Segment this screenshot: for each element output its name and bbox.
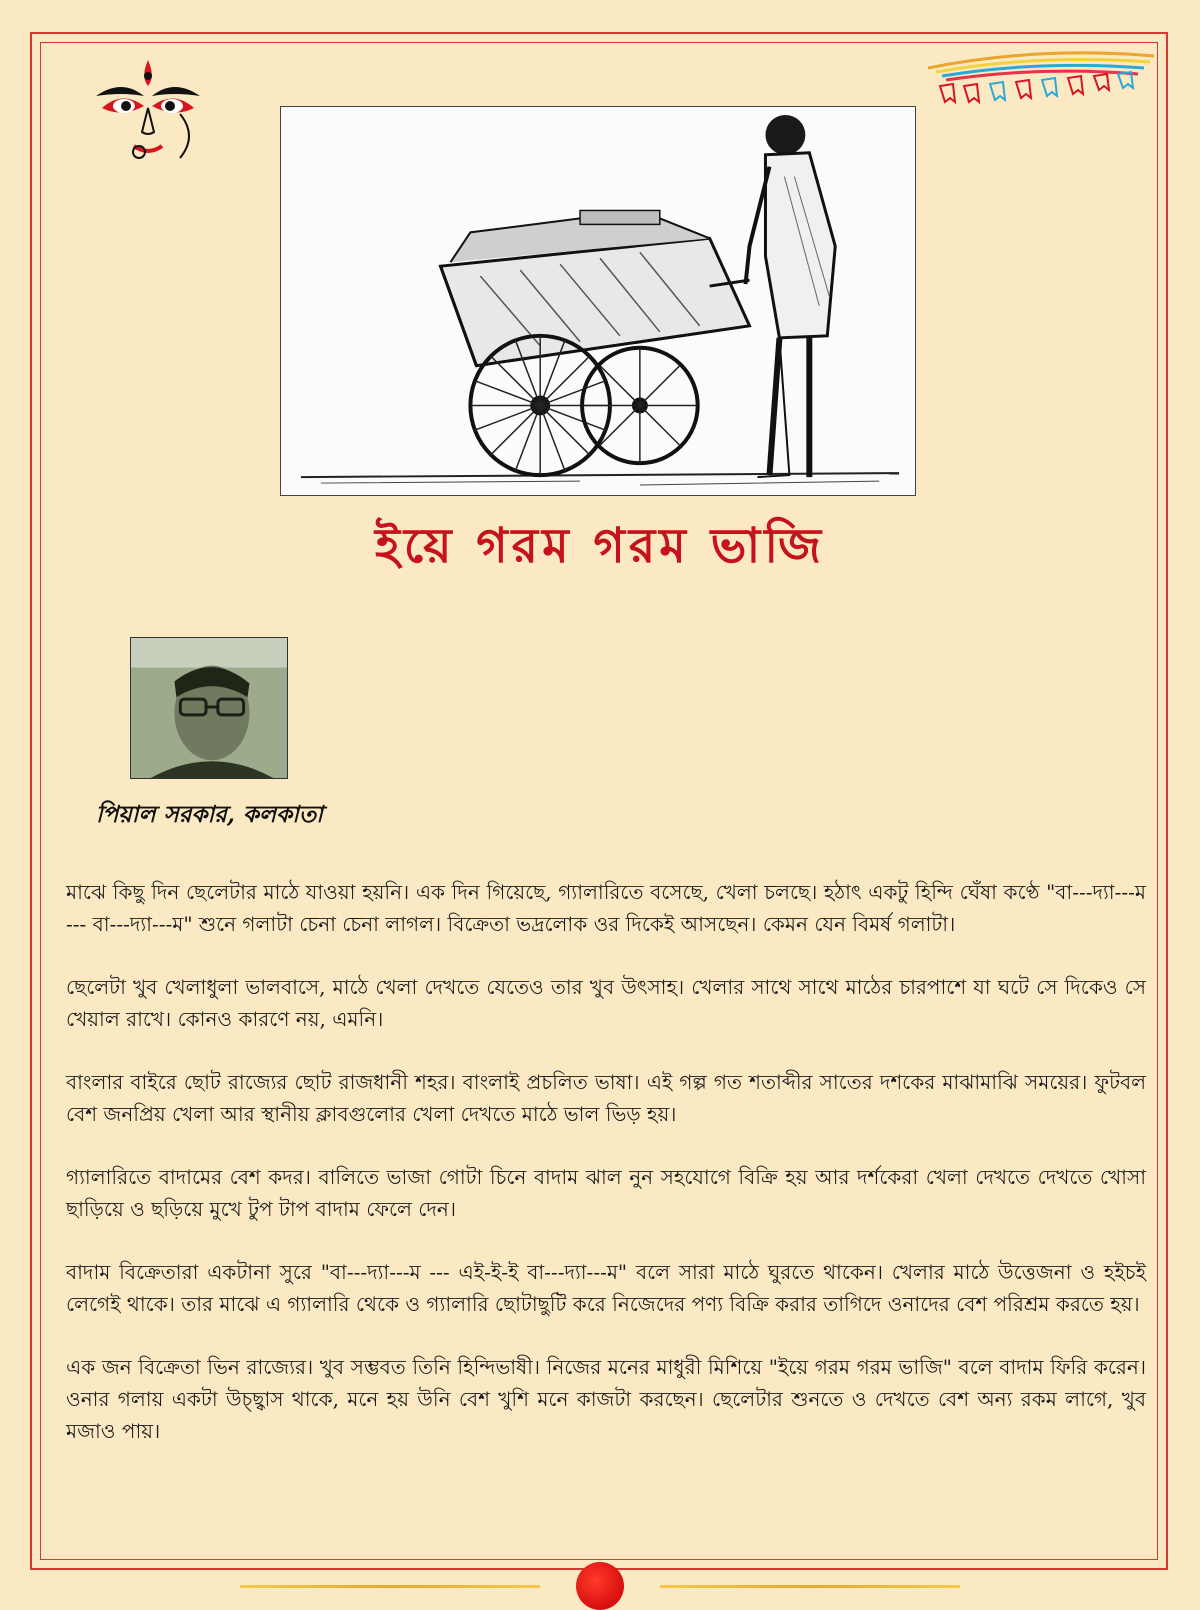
article-paragraph: এক জন বিক্রেতা ভিন রাজ্যের। খুব সম্ভবত তিনি হিন্দিভাষী। নিজের মনের মাধুরী মিশিয়ে "ইয়ে গরম গরম ভাজি" বলে বাদাম ফিরি করেন। ওনার গলায় একটা উচ্ছ্বাস থাকে, মনে হয় উনি বেশ খুশি মনে কাজটা করছেন। ছেলেটার শুনতে ও দেখতে বেশ অন্য রকম লাগে, খুব মজাও পায়। <box>66 1355 1146 1443</box>
article-paragraph: গ্যালারিতে বাদামের বেশ কদর। বালিতে ভাজা গোটা চিনে বাদাম ঝাল নুন সহযোগে বিক্রি হয় আর দর্শকেরা খেলা দেখতে দেখতে খোসা ছাড়িয়ে ও ছড়িয়ে মুখে টুপ টাপ বাদাম ফেলে দেন। <box>66 1165 1146 1221</box>
article-paragraph: বাংলার বাইরে ছোট রাজ্যের ছোট রাজধানী শহর। বাংলাই প্রচলিত ভাষা। এই গল্প গত শতাব্দীর সাতের দশকের মাঝামাঝি সময়ের। ফুটবল বেশ জনপ্রিয় খেলা আর স্থানীয় ক্লাবগুলোর খেলা দেখতে মাঠে ভাল ভিড় হয়। <box>66 1070 1146 1126</box>
article-title: ইয়ে গরম গরম ভাজি <box>374 518 826 574</box>
hero-illustration <box>280 106 916 496</box>
footer-divider-left <box>240 1585 540 1588</box>
author-photo <box>130 637 288 779</box>
author-byline: পিয়াল সরকার, কলকাতা <box>96 801 323 828</box>
article-body <box>66 876 1146 1478</box>
footer-divider-right <box>660 1585 960 1588</box>
durga-face-icon <box>92 56 204 166</box>
article-paragraph: মাঝে কিছু দিন ছেলেটার মাঠে যাওয়া হয়নি। এক দিন গিয়েছে, গ্যালারিতে বসেছে, খেলা চলছে। হঠাৎ একটু হিন্দি ঘেঁষা কণ্ঠে "বা---দ্যা---ম --- বা---দ্যা---ম" শুনে গলাটা চেনা চেনা লাগল। বিক্রেতা ভদ্রলোক ওর দিকেই আসছেন। কেমন যেন বিমর্ষ গলাটা। <box>66 880 1146 936</box>
red-dot-icon <box>576 1562 624 1610</box>
article-paragraph: ছেলেটা খুব খেলাধুলা ভালবাসে, মাঠে খেলা দেখতে যেতেও তার খুব উৎসাহ। খেলার সাথে সাথে মাঠের চারপাশে যা ঘটে সে দিকেও সে খেয়াল রাখে। কোনও কারণে নয়, এমনি। <box>66 975 1146 1031</box>
article-paragraph: বাদাম বিক্রেতারা একটানা সুরে "বা---দ্যা---ম --- এই-ই-ই বা---দ্যা---ম" বলে সারা মাঠে ঘুরতে থাকেন। খেলার মাঠে উত্তেজনা ও হইচই লেগেই থাকে। তার মাঝে এ গ্যালারি থেকে ও গ্যালারি ছোটাছুটি করে নিজেদের পণ্য বিক্রি করার তাগিদে ওনাদের বেশ পরিশ্রম করতে হয়। <box>66 1260 1146 1316</box>
bunting-garland-icon <box>928 46 1158 116</box>
